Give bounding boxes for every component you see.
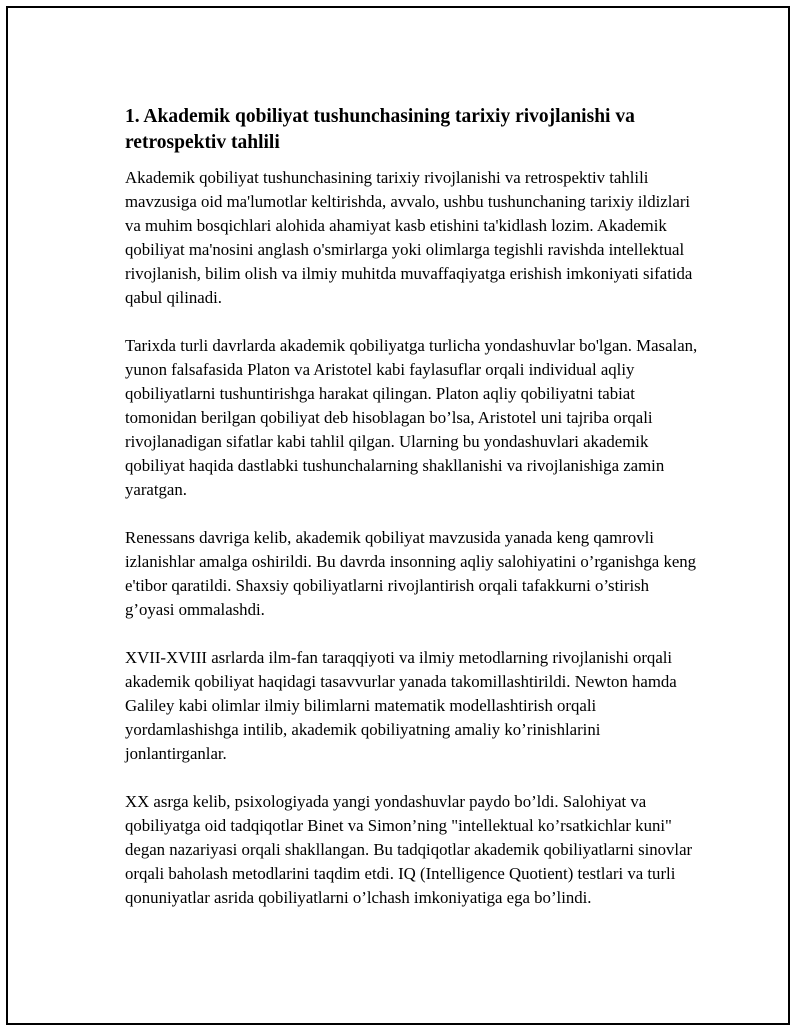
paragraph-1: Akademik qobiliyat tushunchasining tarixiy rivojlanishi va retrospektiv tahlili mavzusiga oid ma'lumotlar keltirishda, avvalo, ushbu tushunchaning tarixiy ildizlari va muhim bosqichlari alohida ahamiyat kasb etishini ta'kidlash lozim. Akademik qobiliyat ma'nosini anglash o'smirlarga yoki olimlarga tegishli ravishda intellektual rivojlanish, bilim olish va ilmiy muhitda muvaffaqiyatga erishish imkoniyati sifatida qabul qilinadi.	[125, 168, 693, 307]
paragraph-5: XX asrga kelib, psixologiyada yangi yondashuvlar paydo bo’ldi. Salohiyat va qobiliyatga oid tadqiqotlar Binet va Simon’ning "intellektual ko’rsatkichlar kuni" degan nazariyasi orqali shakllangan. Bu tadqiqotlar akademik qobiliyatlarni sinovlar orqali baholash metodlarini taqdim etdi. IQ (Intelligence Quotient) testlari va turli qonuniyatlar asrida qobiliyatlarni o’lchash imkoniyatiga ega bo’lindi.	[125, 792, 693, 907]
paragraph-3: Renessans davriga kelib, akademik qobiliyat mavzusida yanada keng qamrovli izlanishlar amalga oshirildi. Bu davrda insonning aqliy salohiyatini o’rganishga keng e'tibor qaratildi. Shaxsiy qobiliyatlarni rivojlantirish orqali tafakkurni o’stirish g’oyasi ommalashdi.	[125, 528, 697, 619]
section-heading: 1. Akademik qobiliyat tushunchasining tarixiy rivojlanishi va retrospektiv tahlili	[125, 106, 635, 153]
page-frame	[6, 6, 790, 1025]
paragraph-4: XVII-XVIII asrlarda ilm-fan taraqqiyoti va ilmiy metodlarning rivojlanishi orqali akademik qobiliyat haqidagi tasavvurlar yanada takomillashtirildi. Newton hamda Galiley kabi olimlar ilmiy bilimlarni matematik modellashtirish orqali yordamlashishga intilib, akademik qobiliyatning amaliy ko’rinishlarini jonlantirganlar.	[125, 648, 677, 763]
paragraph-2: Tarixda turli davrlarda akademik qobiliyatga turlicha yondashuvlar bo'lgan. Masalan, yunon falsafasida Platon va Aristotel kabi faylasuflar orqali individual aqliy qobiliyatlarni tushuntirishga harakat qilingan. Platon aqliy qobiliyatni tabiat tomonidan berilgan qobiliyat deb hisoblagan bo’lsa, Aristotel uni tajriba orqali rivojlanadigan sifatlar kabi tahlil qilgan. Ularning bu yondashuvlari akademik qobiliyat haqida dastlabki tushunchalarning shakllanishi va rivojlanishiga zamin yaratgan.	[125, 336, 698, 499]
document-body	[125, 104, 701, 934]
